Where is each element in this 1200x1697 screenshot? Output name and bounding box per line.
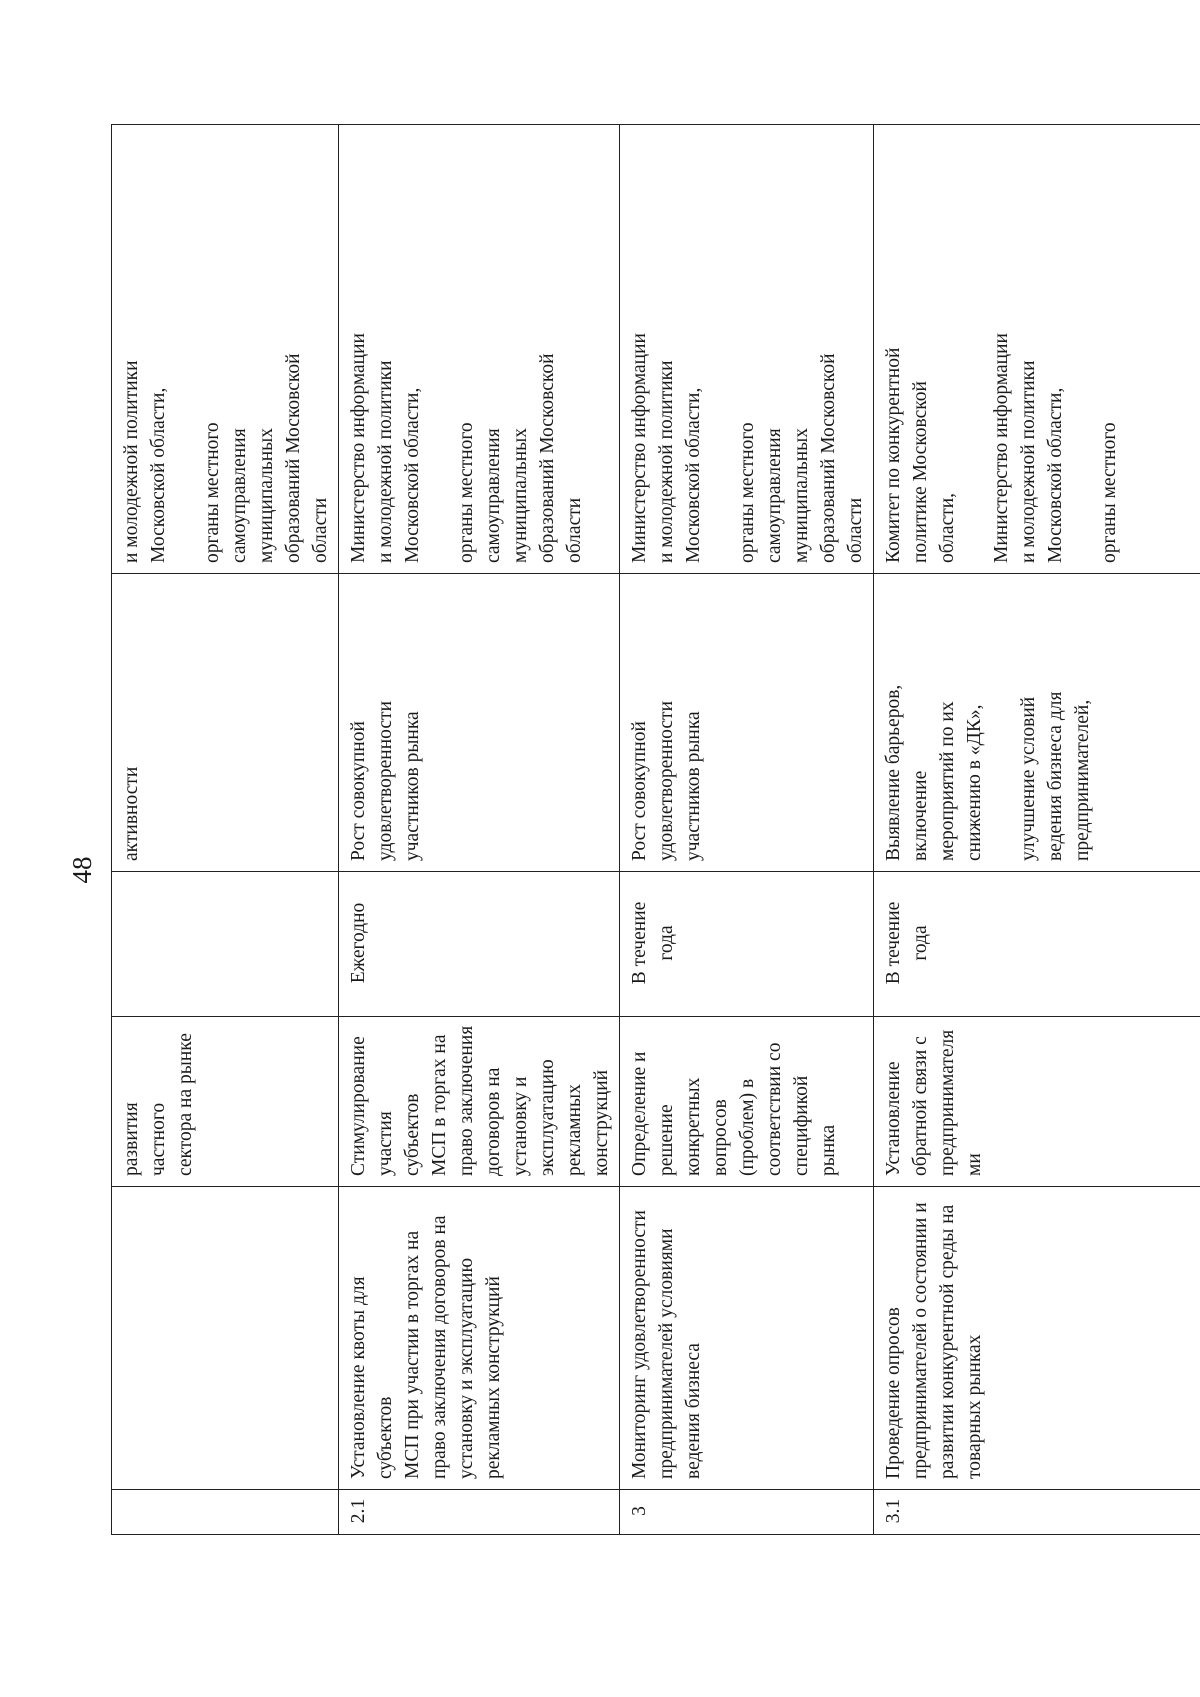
cell-line: удовлетворенности xyxy=(656,701,677,861)
cell-line: самоуправления xyxy=(483,428,504,563)
cell-line: муниципальных xyxy=(791,427,812,563)
cell-line: Мониторинг удовлетворенности xyxy=(629,1210,650,1479)
cell-line: образований Московской xyxy=(537,353,558,563)
cell-goal xyxy=(620,1017,874,1187)
cell-line: МСП в торгах на xyxy=(429,1034,450,1176)
cell-line: МСП при участии в торгах на xyxy=(402,1230,423,1479)
cell-line: Установление xyxy=(883,1061,904,1176)
cell-line: участников рынка xyxy=(683,711,704,861)
cell-line: рекламных xyxy=(564,1084,585,1176)
cell-line: и молодежной политики xyxy=(1018,360,1039,563)
cell-line: органы местного xyxy=(202,422,223,563)
cell-line: года xyxy=(656,925,677,961)
table-row xyxy=(112,125,339,1535)
cell-line: договоров на xyxy=(483,1067,504,1176)
cell-number xyxy=(112,1490,339,1535)
cell-line: Министерство информации xyxy=(348,333,369,563)
cell-result xyxy=(874,574,1200,872)
cell-term xyxy=(620,872,874,1017)
paragraph-gap xyxy=(172,133,199,563)
cell-line: муниципальных xyxy=(510,427,531,563)
cell-line: установку и эксплуатацию xyxy=(456,1257,477,1479)
cell-line: Рост совокупной xyxy=(348,721,369,861)
cell-line: В течение xyxy=(883,901,904,985)
cell-term xyxy=(874,872,1200,1017)
cell-line: предпринимателей о состоянии и xyxy=(910,1202,931,1479)
cell-line: муниципальных xyxy=(256,427,277,563)
cell-line: право заключения xyxy=(456,1025,477,1176)
cell-line: удовлетворенности xyxy=(375,701,396,861)
cell-line: участников рынка xyxy=(402,711,423,861)
cell-number: 3.1 xyxy=(874,1490,1200,1535)
table-row xyxy=(339,125,620,1535)
cell-line: право заключения договоров на xyxy=(429,1215,450,1479)
cell-measure xyxy=(339,1187,620,1490)
cell-line: органы местного xyxy=(1099,422,1120,563)
cell-line: области xyxy=(564,497,585,563)
cell-line: рекламных конструкций xyxy=(483,1276,504,1479)
cell-measure xyxy=(112,1187,339,1490)
cell-line: конструкций xyxy=(591,1069,612,1176)
page-number: 48 xyxy=(66,856,97,884)
cell-line: снижению в «ДК», xyxy=(964,704,985,861)
cell-line: Министерство информации xyxy=(629,333,650,563)
paragraph-gap xyxy=(707,133,734,563)
cell-line: Стимулирование xyxy=(348,1036,369,1176)
cell-term xyxy=(339,872,620,1017)
cell-goal xyxy=(874,1017,1200,1187)
cell-line: участия субъектов xyxy=(375,1093,423,1176)
cell-line: года xyxy=(910,925,931,961)
table-row xyxy=(620,125,874,1535)
cell-responsible xyxy=(620,125,874,574)
cell-line: В течение xyxy=(629,901,650,985)
cell-line: обратной связи с xyxy=(910,1036,931,1176)
cell-line: области, xyxy=(937,492,958,563)
cell-measure xyxy=(874,1187,1200,1490)
paragraph-gap xyxy=(988,582,1015,861)
cell-line: самоуправления xyxy=(229,428,250,563)
cell-line: включение xyxy=(910,770,931,861)
cell-responsible xyxy=(112,125,339,574)
cell-line: Ежегодно xyxy=(348,902,369,984)
cell-line: предпринимателями xyxy=(937,1029,985,1176)
cell-line: Выявление барьеров, xyxy=(883,684,904,861)
cell-measure xyxy=(620,1187,874,1490)
cell-line: сектора на рынке xyxy=(175,1033,196,1176)
cell-line: ведения бизнеса xyxy=(683,1343,704,1479)
cell-line: Московской области, xyxy=(402,387,423,563)
cell-line: Определение и xyxy=(629,1051,650,1176)
cell-line: мероприятий по их xyxy=(937,701,958,861)
cell-line: и молодежной политики xyxy=(121,360,142,563)
cell-line: Установление квоты для субъектов xyxy=(348,1276,396,1479)
cell-line: органы местного xyxy=(737,422,758,563)
cell-line: Рост совокупной xyxy=(629,721,650,861)
cell-line: решение конкретных xyxy=(656,1077,704,1176)
cell-line: области xyxy=(310,497,331,563)
cell-line: образований Московской xyxy=(283,353,304,563)
cell-line: предпринимателей условиями xyxy=(656,1228,677,1479)
cell-line: соответствии со xyxy=(764,1042,785,1176)
cell-line: органы местного xyxy=(456,422,477,563)
cell-line: развитии конкурентной среды на xyxy=(937,1204,958,1479)
cell-line: области xyxy=(845,497,866,563)
cell-result xyxy=(339,574,620,872)
cell-line: самоуправления xyxy=(764,428,785,563)
table-row xyxy=(874,125,1200,1535)
cell-line: предпринимателей, xyxy=(1072,699,1093,861)
cell-responsible xyxy=(339,125,620,574)
cell-term xyxy=(112,872,339,1017)
cell-line: активности xyxy=(121,766,142,861)
measures-table xyxy=(111,124,1200,1535)
measures-table-rotated xyxy=(111,125,1120,1535)
cell-line: эксплуатацию xyxy=(537,1059,558,1176)
cell-result xyxy=(112,574,339,872)
cell-line: Московской области, xyxy=(683,387,704,563)
cell-line: и молодежной политики xyxy=(375,360,396,563)
cell-goal xyxy=(112,1017,339,1187)
cell-line: развития частного xyxy=(121,1102,169,1176)
cell-line: и молодежной политики xyxy=(656,360,677,563)
cell-line: Московской области, xyxy=(148,387,169,563)
cell-line: установку и xyxy=(510,1076,531,1176)
cell-number: 2.1 xyxy=(339,1490,620,1535)
paragraph-gap xyxy=(961,133,988,563)
cell-line: Комитет по конкурентной xyxy=(883,347,904,563)
paragraph-gap xyxy=(1069,133,1096,563)
cell-line: ведения бизнеса для xyxy=(1045,691,1066,861)
cell-line: спецификой рынка xyxy=(791,1075,839,1176)
cell-number: 3 xyxy=(620,1490,874,1535)
cell-line: Министерство информации xyxy=(991,333,1012,563)
cell-goal xyxy=(339,1017,620,1187)
paragraph-gap xyxy=(426,133,453,563)
cell-responsible xyxy=(874,125,1200,574)
cell-line: Проведение опросов xyxy=(883,1307,904,1479)
cell-line: образований Московской xyxy=(818,353,839,563)
cell-line: вопросов (проблем) в xyxy=(710,1078,758,1176)
cell-line: товарных рынках xyxy=(964,1334,985,1479)
cell-line: Московской области, xyxy=(1045,387,1066,563)
cell-result xyxy=(620,574,874,872)
cell-line: улучшение условий xyxy=(1018,696,1039,861)
cell-line: политике Московской xyxy=(910,381,931,563)
